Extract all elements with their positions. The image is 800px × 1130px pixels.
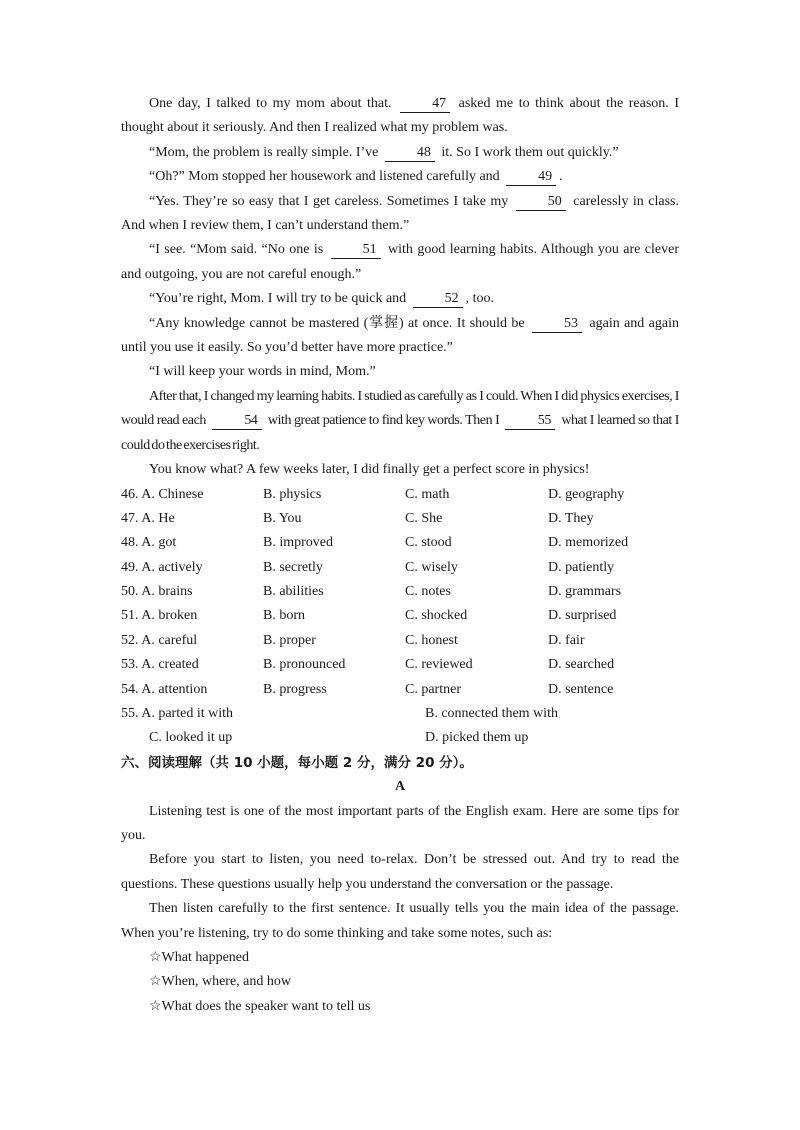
option-b: B. You (263, 510, 302, 526)
option-d: D. surprised (548, 608, 617, 624)
passage-text: “You’re right, Mom. I will try to be quick and (149, 291, 410, 307)
reading-paragraph: Then listen carefully to the first sentence. It usually tells you the main idea of the passage. When you’re listening, try to do some thinking and take some notes, such as: (121, 901, 679, 941)
passage-text: “Any knowledge cannot be mastered (掌握) at once. It should be (149, 315, 530, 331)
passage-text: again and again until you use it easily. So you’d better have more practice.” (121, 315, 679, 356)
option-a: 55. A. parted it with (121, 706, 233, 722)
option-b: B. born (263, 608, 305, 624)
passage-paragraph (121, 190, 679, 239)
option-d: D. sentence (548, 681, 614, 697)
option-row-52 (121, 629, 679, 653)
blank-50: 50 (516, 194, 566, 211)
option-b: B. progress (263, 681, 327, 697)
option-d: D. They (548, 510, 594, 526)
option-a: 46. A. Chinese (121, 486, 204, 502)
option-a: 53. A. created (121, 657, 199, 673)
option-d: D. patiently (548, 559, 615, 575)
passage-paragraph (121, 312, 679, 361)
option-b: B. physics (263, 486, 322, 502)
option-row-48 (121, 531, 679, 555)
option-a: 52. A. careful (121, 632, 198, 648)
option-d: D. picked them up (425, 730, 529, 746)
blank-51: 51 (331, 242, 381, 259)
option-c: C. honest (405, 632, 458, 648)
passage-text: with good learning habits. Although you are clever and outgoing, you are not careful enough.” (121, 242, 679, 282)
passage-paragraph (121, 92, 679, 141)
passage-paragraph (121, 360, 679, 384)
option-row-55-cont (121, 726, 679, 750)
passage-text: . (559, 169, 563, 185)
option-row-51 (121, 604, 679, 628)
passage-text: with great patience to find key words. Then I (264, 413, 503, 429)
option-b: B. improved (263, 535, 333, 551)
option-a: 49. A. actively (121, 559, 203, 575)
section-heading: 六、阅读理解（共 10 小题，每小题 2 分，满分 20 分）。 (121, 754, 473, 771)
option-row-46 (121, 483, 679, 507)
tip-item: ☆When, where, and how (149, 974, 292, 990)
passage-paragraph (121, 385, 679, 458)
tip-item: ☆What happened (149, 950, 250, 966)
option-row-54 (121, 678, 679, 702)
blank-55: 55 (505, 413, 555, 430)
passage-text: After that, I changed my learning habits. I studied as carefully as I could. When I did physics exercises, I would read each (121, 388, 679, 429)
part-label: A (394, 779, 406, 795)
option-a: 54. A. attention (121, 681, 208, 697)
passage-text: what I learned so that I could do the exercises right. (121, 413, 679, 453)
option-c: C. wisely (405, 559, 458, 575)
passage-text: “Yes. They’re so easy that I get careless. Sometimes I take my (149, 193, 513, 209)
blank-54: 54 (212, 413, 262, 430)
option-c: C. shocked (405, 608, 468, 624)
passage-paragraph (121, 458, 679, 482)
option-c: C. reviewed (405, 657, 473, 673)
blank-48: 48 (385, 145, 435, 162)
exam-page (121, 92, 679, 1019)
option-c: C. She (405, 510, 443, 526)
passage-paragraph (121, 165, 679, 189)
answer-options (121, 483, 679, 751)
option-a: 51. A. broken (121, 608, 198, 624)
option-d: D. searched (548, 657, 615, 673)
option-row-53 (121, 653, 679, 677)
option-b: B. pronounced (263, 657, 346, 673)
option-a: 50. A. brains (121, 584, 193, 600)
option-c: C. notes (405, 584, 451, 600)
option-b: B. connected them with (425, 706, 558, 722)
blank-52: 52 (413, 291, 463, 308)
option-row-47 (121, 507, 679, 531)
passage-text: “Mom, the problem is really simple. I’ve (149, 144, 382, 160)
passage-paragraph (121, 238, 679, 287)
option-d: D. memorized (548, 535, 629, 551)
passage-text: “I will keep your words in mind, Mom.” (149, 364, 376, 380)
passage-text: You know what? A few weeks later, I did finally get a perfect score in physics! (149, 462, 590, 478)
passage-paragraph (121, 287, 679, 311)
passage-text: carelessly in class. And when I review them, I can’t understand them.” (121, 193, 679, 234)
option-a: 48. A. got (121, 535, 177, 551)
option-d: D. grammars (548, 584, 622, 600)
blank-49: 49 (506, 169, 556, 186)
option-b: B. abilities (263, 584, 324, 600)
blank-47: 47 (400, 96, 450, 113)
option-d: D. fair (548, 632, 585, 648)
passage-paragraph (121, 141, 679, 165)
passage-text: One day, I talked to my mom about that. (149, 96, 398, 111)
option-row-55 (121, 702, 679, 726)
passage-text: , too. (465, 291, 495, 307)
tip-item: ☆What does the speaker want to tell us (149, 998, 371, 1014)
option-c: C. stood (405, 535, 452, 551)
passage-text: asked me to think about the reason. I thought about it seriously. And then I realized what my problem was. (121, 96, 680, 136)
option-c: C. math (405, 486, 450, 502)
reading-paragraph: Listening test is one of the most important parts of the English exam. Here are some tips for you. (121, 803, 679, 844)
option-b: B. proper (263, 632, 316, 648)
option-c: C. looked it up (149, 730, 233, 746)
passage-text: “I see. “Mom said. “No one is (149, 242, 328, 258)
reading-paragraph: Before you start to listen, you need to-relax. Don’t be stressed out. And try to read the questions. These questions usually help you understand the conversation or the passage. (121, 852, 679, 892)
option-row-50 (121, 580, 679, 604)
passage-text: it. So I work them out quickly.” (437, 144, 619, 160)
option-c: C. partner (405, 681, 461, 697)
blank-53: 53 (532, 316, 582, 333)
passage-text: “Oh?” Mom stopped her housework and listened carefully and (149, 169, 504, 185)
option-row-49 (121, 556, 679, 580)
option-a: 47. A. He (121, 510, 175, 526)
option-d: D. geography (548, 486, 625, 502)
option-b: B. secretly (263, 559, 323, 575)
